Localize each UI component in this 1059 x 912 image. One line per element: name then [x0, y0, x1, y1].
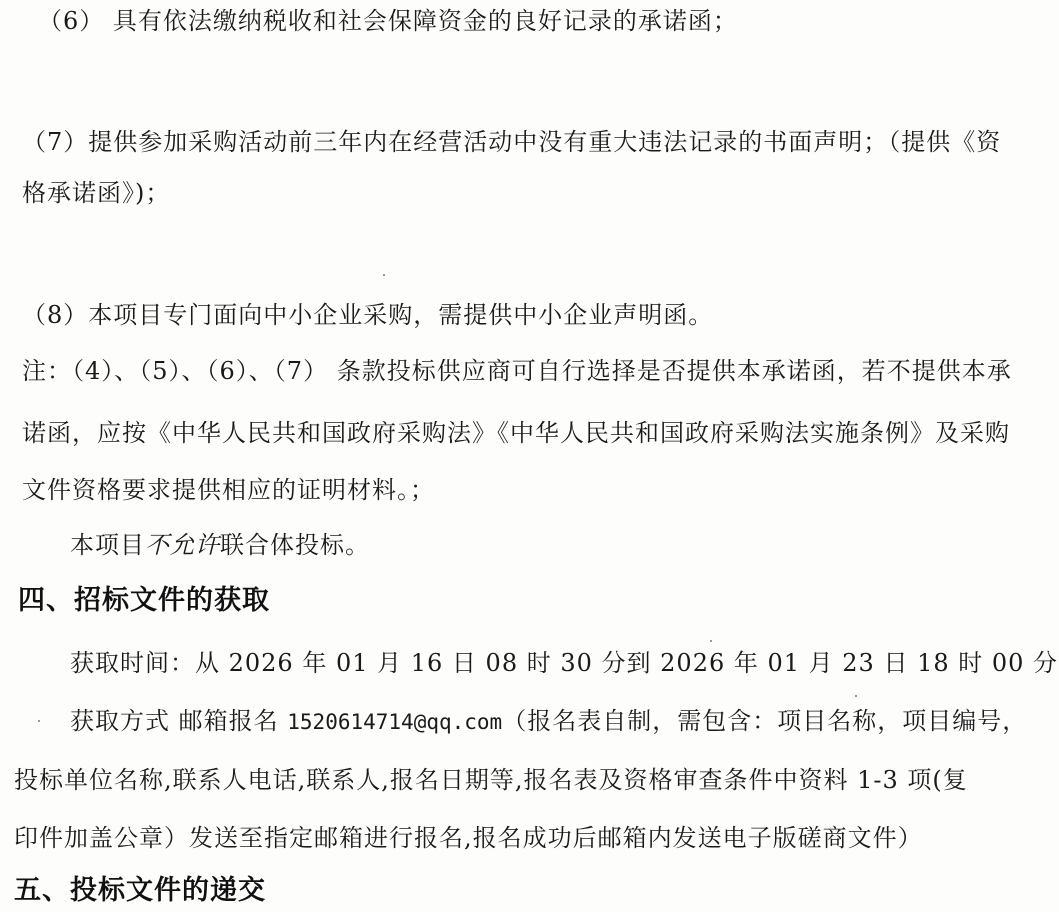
- item-7-text-line1: （7）提供参加采购活动前三年内在经营活动中没有重大违法记录的书面声明；（提供《资: [22, 128, 1002, 156]
- consortium-prefix: 本项目: [70, 531, 145, 559]
- item-7-text-line2: 格承诺函》)；: [22, 179, 171, 207]
- acquire-method-line3: 印件加盖公章）发送至指定邮箱进行报名,报名成功后邮箱内发送电子版磋商文件）: [14, 824, 923, 852]
- consortium-suffix: 联合体投标。: [220, 531, 370, 559]
- acquire-method-text: [70, 706, 1027, 737]
- acquire-method-suffix: （报名表自制，需包含：项目名称，项目编号，: [502, 707, 1028, 735]
- scan-speck: [855, 695, 857, 697]
- consortium-statement: [70, 530, 370, 560]
- consortium-emphasis: 不允许: [145, 531, 220, 559]
- scan-speck: [383, 274, 385, 276]
- registration-email: 1520614714@qq.com: [287, 710, 503, 734]
- section-5-heading: 五、投标文件的递交: [14, 875, 266, 906]
- acquire-method-line2: 投标单位名称,联系人电话,联系人,报名日期等,报名表及资格审查条件中资料 1-3 项(复: [14, 766, 968, 794]
- item-8-text: （8）本项目专门面向中小企业采购，需提供中小企业声明函。: [22, 301, 714, 329]
- note-text-line1: 注：（4）、（5）、（6）、（7） 条款投标供应商可自行选择是否提供本承诺函，若不提供本承: [22, 357, 1012, 385]
- note-text-line2: 诺函，应按《中华人民共和国政府采购法》《中华人民共和国政府采购法实施条例》及采购: [22, 419, 1010, 447]
- scan-speck: [710, 640, 712, 642]
- section-4-heading: 四、招标文件的获取: [18, 585, 270, 616]
- acquire-time-text: 获取时间：从 2026 年 01 月 16 日 08 时 30 分到 2026 年 01 月 23 日 18 时 00 分: [70, 649, 1059, 677]
- note-text-line3: 文件资格要求提供相应的证明材料。；: [22, 476, 435, 504]
- scan-speck: [38, 720, 40, 722]
- acquire-method-prefix: 获取方式 邮箱报名: [70, 707, 288, 735]
- item-6-text: （6） 具有依法缴纳税收和社会保障资金的良好记录的承诺函；: [38, 7, 738, 35]
